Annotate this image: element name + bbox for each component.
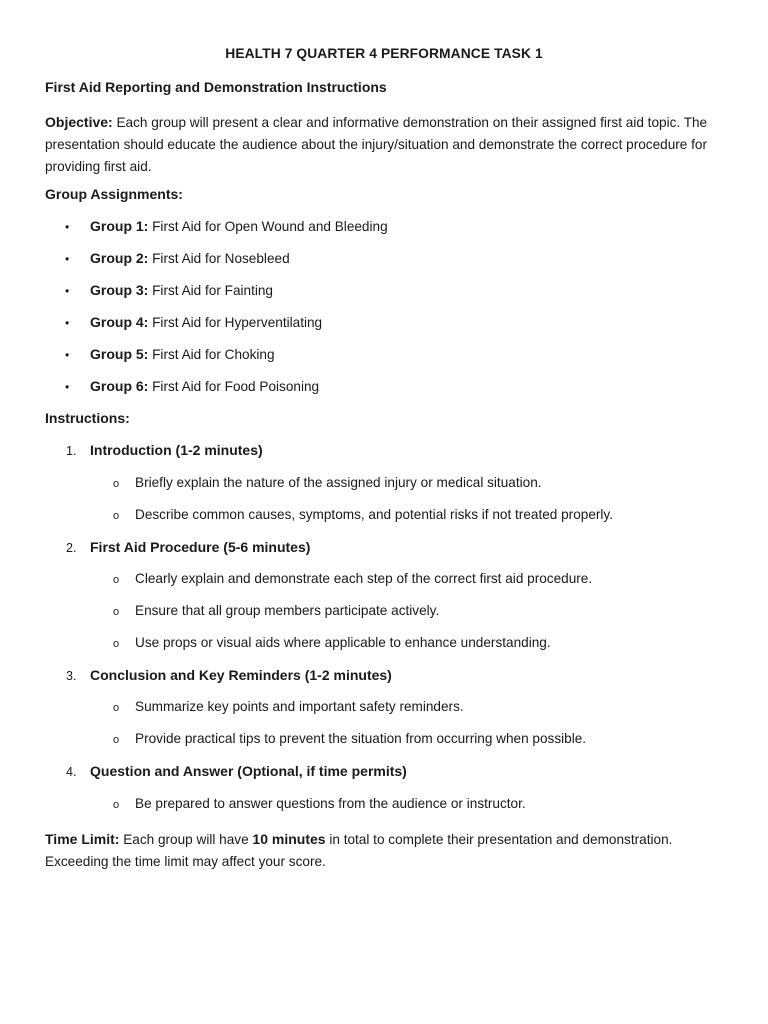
subitem-text: Describe common causes, symptoms, and potential risks if not treated properly. (135, 507, 613, 522)
group-list-item (65, 282, 273, 298)
step-subitem (113, 475, 542, 490)
sub-bullet-icon: o (113, 638, 120, 650)
step-item (66, 667, 392, 683)
bullet-icon: • (65, 284, 70, 298)
time-limit-label: Time Limit: (45, 831, 120, 847)
step-subitem (113, 796, 526, 811)
group-assignments-heading: Group Assignments: (45, 186, 183, 202)
time-limit-emphasis: 10 minutes (252, 831, 326, 847)
objective-text: Each group will present a clear and informative demonstration on their assigned first aid topic. The presentation should educate the audience about the injury/situation and demonstrate the correct procedure for providing first aid. (45, 115, 708, 174)
time-limit-text-before: Each group will have (119, 832, 253, 847)
subitem-text: Clearly explain and demonstrate each step of the correct first aid procedure. (135, 571, 593, 586)
sub-bullet-icon: o (113, 702, 120, 714)
bullet-icon: • (65, 252, 70, 266)
group-topic: First Aid for Choking (148, 347, 275, 362)
group-label: Group 4: (90, 314, 149, 330)
subitem-text: Be prepared to answer questions from the audience or instructor. (135, 796, 526, 811)
objective-label: Objective: (45, 114, 113, 130)
step-item (66, 539, 310, 555)
step-number: 3. (66, 669, 77, 683)
group-topic: First Aid for Nosebleed (148, 251, 290, 266)
instructions-heading: Instructions: (45, 410, 130, 426)
bullet-icon: • (65, 220, 70, 234)
group-label: Group 2: (90, 250, 149, 266)
subitem-text: Summarize key points and important safety reminders. (135, 699, 464, 714)
step-subitem (113, 731, 586, 746)
step-number: 1. (66, 444, 77, 458)
time-limit-text-after: in total to complete their presentation and demonstration. Exceeding the time limit may affect your score. (45, 832, 673, 869)
document-title: HEALTH 7 QUARTER 4 PERFORMANCE TASK 1 (225, 46, 543, 61)
step-item (66, 442, 263, 458)
sub-bullet-icon: o (113, 734, 120, 746)
sub-bullet-icon: o (113, 606, 120, 618)
group-list-item (65, 346, 275, 362)
subitem-text: Use props or visual aids where applicable to enhance understanding. (135, 635, 551, 650)
group-topic: First Aid for Open Wound and Bleeding (148, 219, 388, 234)
sub-bullet-icon: o (113, 478, 120, 490)
subitem-text: Provide practical tips to prevent the situation from occurring when possible. (135, 731, 587, 746)
step-subitem (113, 603, 439, 618)
sub-bullet-icon: o (113, 510, 120, 522)
objective-paragraph (45, 111, 725, 178)
step-number: 2. (66, 541, 77, 555)
step-title: Question and Answer (Optional, if time permits) (90, 763, 407, 779)
bullet-icon: • (65, 380, 70, 394)
step-subitem (113, 635, 551, 650)
step-title: Conclusion and Key Reminders (1-2 minutes) (90, 667, 392, 683)
subitem-text: Ensure that all group members participate actively. (135, 603, 440, 618)
group-list-item (65, 250, 290, 266)
step-number: 4. (66, 765, 77, 779)
group-list-item (65, 378, 319, 394)
group-label: Group 5: (90, 346, 149, 362)
group-label: Group 6: (90, 378, 149, 394)
step-subitem (113, 571, 592, 586)
sub-bullet-icon: o (113, 799, 120, 811)
group-list-item (65, 314, 322, 330)
step-subitem (113, 699, 464, 714)
bullet-icon: • (65, 316, 70, 330)
group-topic: First Aid for Hyperventilating (148, 315, 323, 330)
step-title: Introduction (1-2 minutes) (90, 442, 263, 458)
sub-bullet-icon: o (113, 574, 120, 586)
group-topic: First Aid for Food Poisoning (148, 379, 320, 394)
document-subtitle: First Aid Reporting and Demonstration Instructions (45, 79, 387, 95)
bullet-icon: • (65, 348, 70, 362)
group-list-item (65, 218, 388, 234)
group-label: Group 3: (90, 282, 149, 298)
step-title: First Aid Procedure (5-6 minutes) (90, 539, 311, 555)
group-topic: First Aid for Fainting (148, 283, 273, 298)
step-subitem (113, 507, 613, 522)
time-limit-paragraph (45, 828, 735, 873)
subitem-text: Briefly explain the nature of the assigned injury or medical situation. (135, 475, 542, 490)
group-label: Group 1: (90, 218, 149, 234)
step-item (66, 763, 407, 779)
